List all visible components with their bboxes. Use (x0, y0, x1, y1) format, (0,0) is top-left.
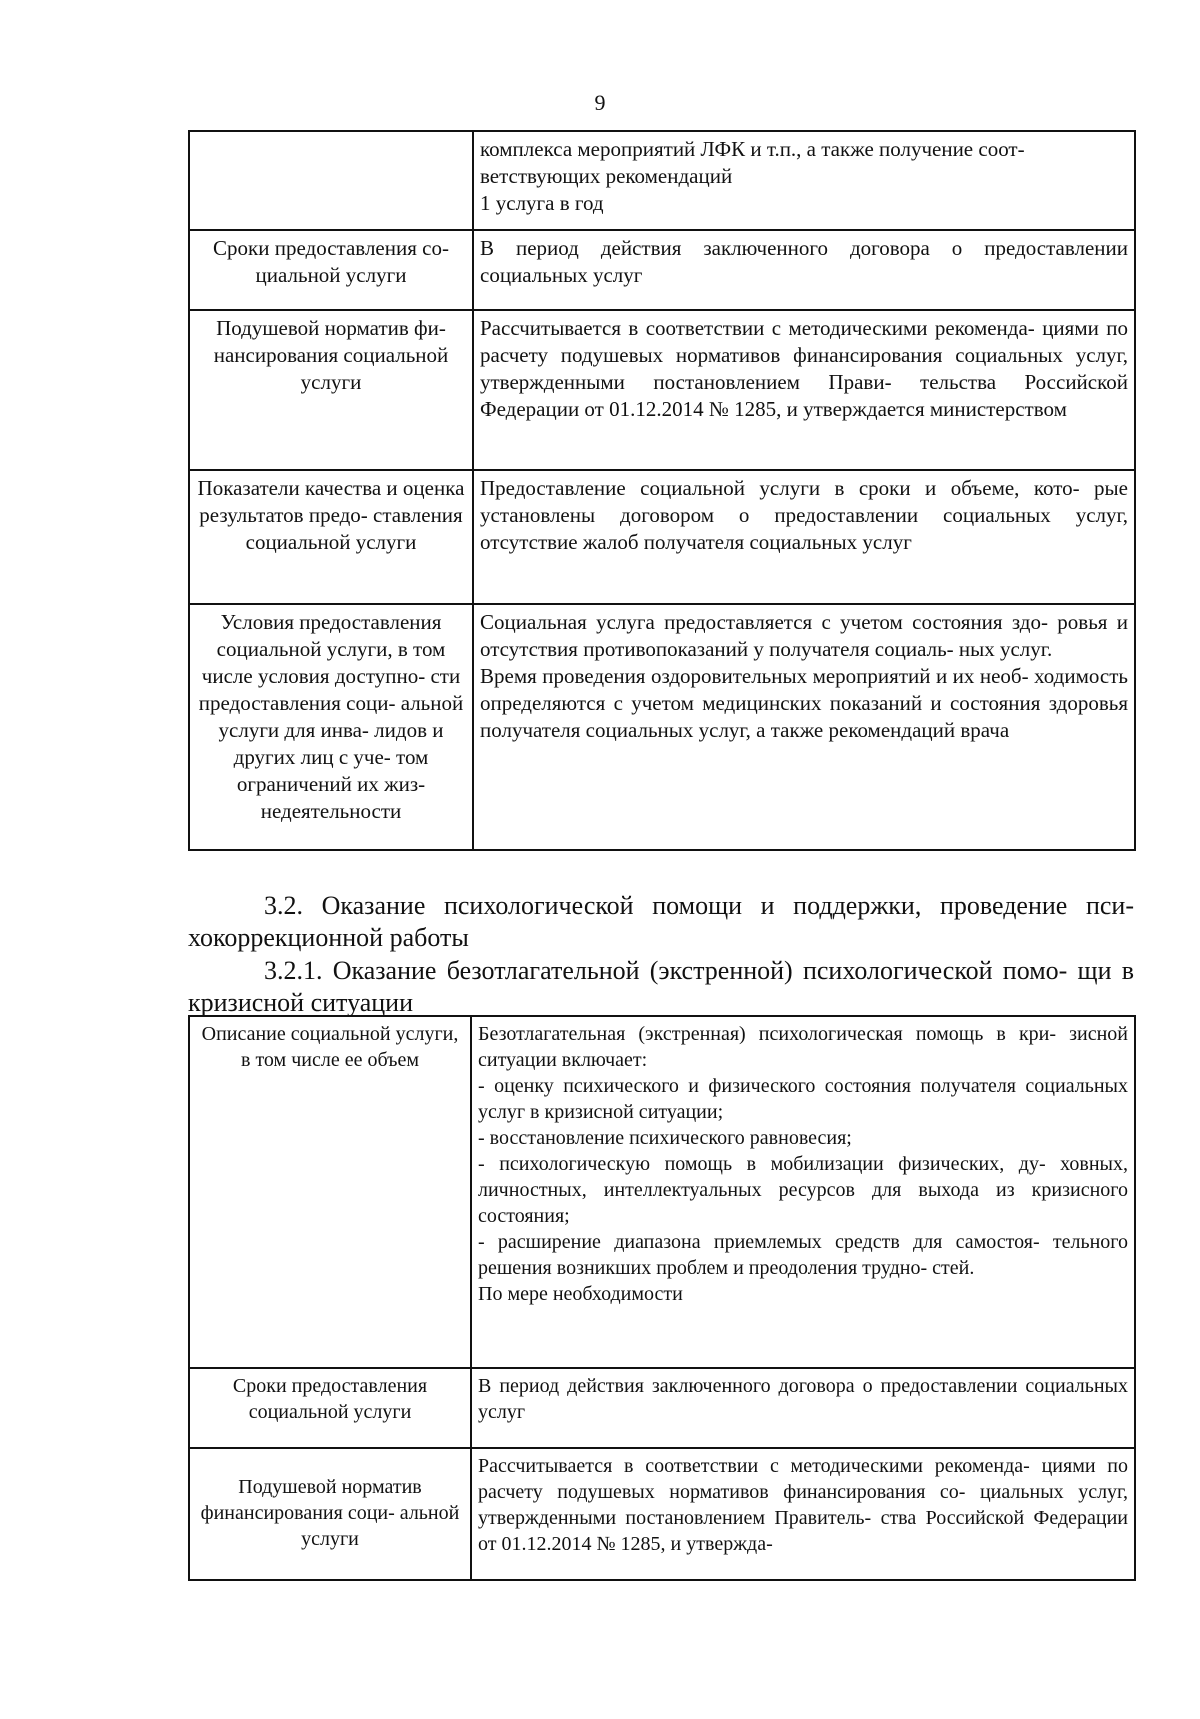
cell-line: В период действия заключенного договора о предоставлении социальных услуг (480, 236, 1128, 287)
section-heading-3-2-1 (188, 955, 1134, 1019)
service-table-continued (188, 130, 1136, 851)
row-label-funding-norm: Подушевой норматив финансирования соци- альной услуги (189, 1448, 471, 1580)
cell-line: Безотлагательная (экстренная) психологическая помощь в кри- зисной ситуации включает: (478, 1023, 1128, 1071)
row-label-description: Описание социальной услуги, в том числе ее объем (189, 1016, 471, 1368)
row-value (473, 131, 1135, 230)
row-value (471, 1448, 1135, 1580)
table-row (189, 1448, 1135, 1580)
cell-line: комплекса мероприятий ЛФК и т.п., а также получение соот- (480, 137, 1025, 161)
cell-line: Рассчитывается в соответствии с методическими рекоменда- циями по расчету подушевых нормативов финансирования со- циальных услуг, утвержденными постановлением Правитель- ства Российской Федерации от 01.12.2014 № 1285, и утвержда- (478, 1455, 1128, 1555)
row-label-terms: Сроки предоставления социальной услуги (189, 1368, 471, 1448)
cell-line: По мере необходимости (478, 1283, 683, 1305)
cell-line: - психологическую помощь в мобилизации физических, ду- ховных, личностных, интеллектуальных ресурсов для выхода из кризисного состояния; (478, 1153, 1128, 1227)
cell-line: - восстановление психического равновесия; (478, 1127, 852, 1149)
section-heading-text: 3.2.1. Оказание безотлагательной (экстренной) психологической помо- щи в кризисной ситуации (188, 956, 1134, 1017)
row-value (471, 1368, 1135, 1448)
table-row (189, 1368, 1135, 1448)
table-row (189, 470, 1135, 604)
row-value (473, 604, 1135, 850)
row-label-conditions: Условия предоставления социальной услуги, в том числе условия доступно- сти предоставления соци- альной услуги для инва- лидов и других лиц с уче- том ограничений их жиз- недеятельности (189, 604, 473, 850)
table-row (189, 230, 1135, 310)
row-value (471, 1016, 1135, 1368)
cell-line: - оценку психического и физического состояния получателя социальных услуг в кризисной ситуации; (478, 1075, 1128, 1123)
cell-line: Социальная услуга предоставляется с учетом состояния здо- ровья и отсутствия противопоказаний у получателя социаль- ных услуг. (480, 610, 1128, 661)
row-label-quality-indicators: Показатели качества и оценка результатов предо- ставления социальной услуги (189, 470, 473, 604)
row-label-empty (189, 131, 473, 230)
table-row (189, 131, 1135, 230)
cell-line: - расширение диапазона приемлемых средств для самостоя- тельного решения возникших проблем и преодоления трудно- стей. (478, 1231, 1128, 1279)
table-row (189, 310, 1135, 470)
row-value (473, 470, 1135, 604)
row-label-terms: Сроки предоставления со- циальной услуги (189, 230, 473, 310)
table-row (189, 1016, 1135, 1368)
cell-line: Рассчитывается в соответствии с методическими рекоменда- циями по расчету подушевых нормативов финансирования социальных услуг, утвержденными постановлением Прави- тельства Российской Федерации от 01.12.2014 № 1285, и утверждается министерством (480, 316, 1128, 421)
row-label-funding-norm: Подушевой норматив фи- нансирования социальной услуги (189, 310, 473, 470)
page-number: 9 (594, 90, 606, 115)
cell-line: Время проведения оздоровительных мероприятий и их необ- ходимость определяются с учетом медицинских показаний и состояния здоровья получателя социальных услуг, а также рекомендаций врача (480, 664, 1128, 742)
row-value (473, 310, 1135, 470)
cell-line: Предоставление социальной услуги в сроки и объеме, кото- рые установлены договором о предоставлении социальных услуг, отсутствие жалоб получателя социальных услуг (480, 476, 1128, 554)
cell-line: 1 услуга в год (480, 191, 604, 215)
table-row (189, 604, 1135, 850)
cell-line: ветствующих рекомендаций (480, 164, 733, 188)
row-value (473, 230, 1135, 310)
cell-line: В период действия заключенного договора о предоставлении социальных услуг (478, 1375, 1128, 1423)
service-table-3-2-1 (188, 1015, 1136, 1581)
section-heading-text: 3.2. Оказание психологической помощи и поддержки, проведение пси- хокоррекционной работы (188, 891, 1134, 952)
section-heading-3-2 (188, 890, 1134, 954)
